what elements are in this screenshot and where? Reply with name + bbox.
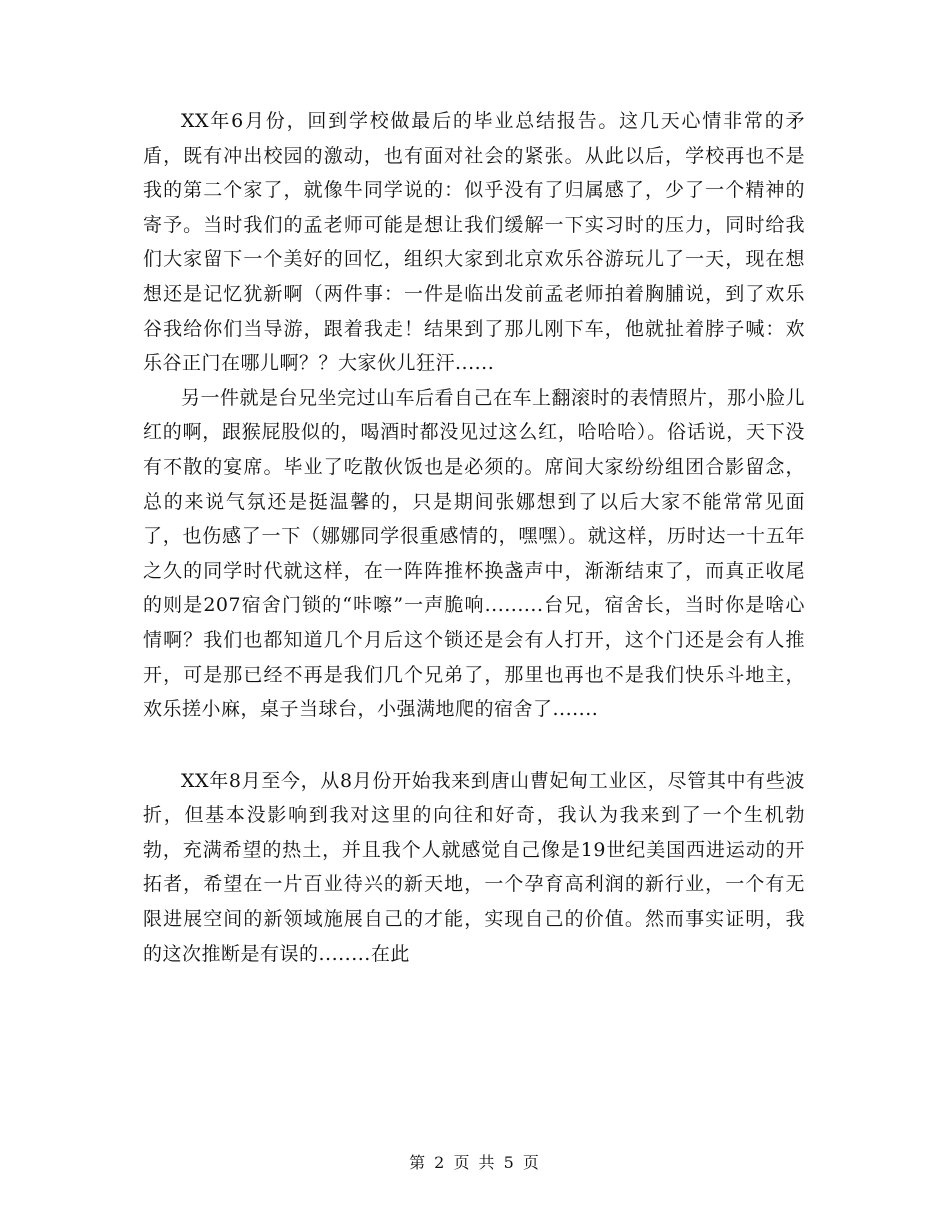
paragraph-caofeidian: XX年8月至今，从8月份开始我来到唐山曹妃甸工业区，尽管其中有些波折，但基本没影响到我对这里的向往和好奇，我认为我来到了一个生机勃勃，充满希望的热土，并且我个人就感觉自己像是19世纪美国西进运动的开拓者，希望在一片百业待兴的新天地，一个孕育高利润的新行业，一个有无限进展空间的新领域施展自己的才能，实现自己的价值。然而事实证明，我的这次推断是有误的........在此 <box>143 769 805 965</box>
paragraph-farewell-dinner: 另一件就是台兄坐完过山车后看自己在车上翻滚时的表情照片，那小脸儿红的啊，跟猴屁股似的，喝酒时都没见过这么红，哈哈哈）。俗话说，天下没有不散的宴席。毕业了吃散伙饭也是必须的。席间大家纷纷组团合影留念，总的来说气氛还是挺温馨的，只是期间张娜想到了以后大家不能常常见面了，也伤感了一下（娜娜同学很重感情的，嘿嘿）。就这样，历时达一十五年之久的同学时代就这样，在一阵阵推杯换盏声中，渐渐结束了，而真正收尾的则是207宿舍门锁的“咔嚓”一声脆响.........台兄，宿舍长，当时你是啥心情啊？我们也都知道几个月后这个锁还是会有人打开，这个门还是会有人推开，可是那已经不再是我们几个兄弟了，那里也再也不是我们快乐斗地主，欢乐搓小麻，桌子当球台，小强满地爬的宿舍了....... <box>143 386 806 721</box>
page-number-footer: 第 2 页 共 5 页 <box>409 1153 541 1172</box>
paragraph-graduation-report: XX年6月份，回到学校做最后的毕业总结报告。这几天心情非常的矛盾，既有冲出校园的激动，也有面对社会的紧张。从此以后，学校再也不是我的第二个家了，就像牛同学说的：似乎没有了归属感了，少了一个精神的寄予。当时我们的孟老师可能是想让我们缓解一下实习时的压力，同时给我们大家留下一个美好的回忆，组织大家到北京欢乐谷游玩儿了一天，现在想想还是记忆犹新啊（两件事：一件是临出发前孟老师拍着胸脯说，到了欢乐谷我给你们当导游，跟着我走！结果到了那儿刚下车，他就扯着脖子喊：欢乐谷正门在哪儿啊？？大家伙儿狂汗...... <box>143 110 805 375</box>
paragraph-spacer <box>143 727 805 764</box>
document-body <box>143 104 805 971</box>
